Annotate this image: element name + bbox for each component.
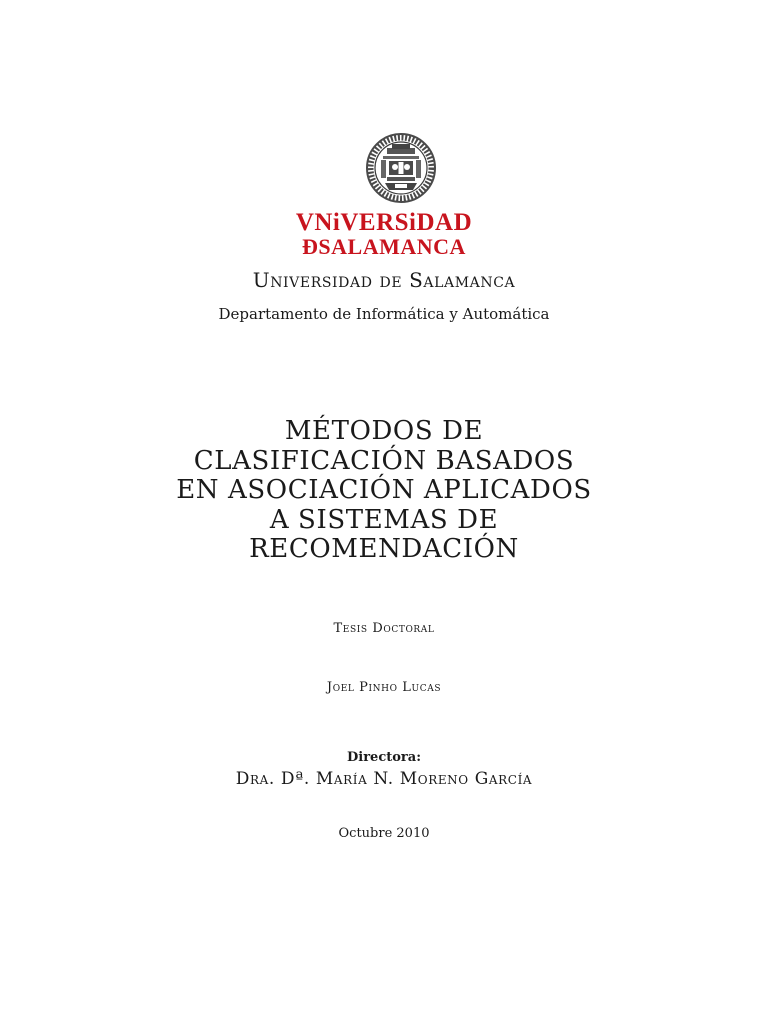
thesis-title-line: A SISTEMAS DE [269,504,499,535]
university-logo-wordmark-line2: ÐSALAMANCA [302,234,466,259]
author-name: Joel Pinho Lucas [326,680,442,695]
director-name: Dra. Dª. María N. Moreno García [235,769,533,789]
director-label: Directora: [347,750,421,765]
thesis-title [0,417,768,565]
document-type: Tesis Doctoral [333,621,435,636]
university-logo-wordmark-line1: VNiVERSiDAD [295,209,473,236]
university-name: Universidad de Salamanca [252,268,516,292]
thesis-title-line: RECOMENDACIÓN [249,534,519,564]
thesis-date: Octubre 2010 [338,826,430,841]
department-name: Departamento de Informática y Automática [218,305,550,323]
university-seal-icon [365,132,437,204]
thesis-title-line: MÉTODOS DE [284,416,484,446]
thesis-title-line: CLASIFICACIÓN BASADOS [193,445,575,476]
thesis-title-line: EN ASOCIACIÓN APLICADOS [176,475,592,505]
